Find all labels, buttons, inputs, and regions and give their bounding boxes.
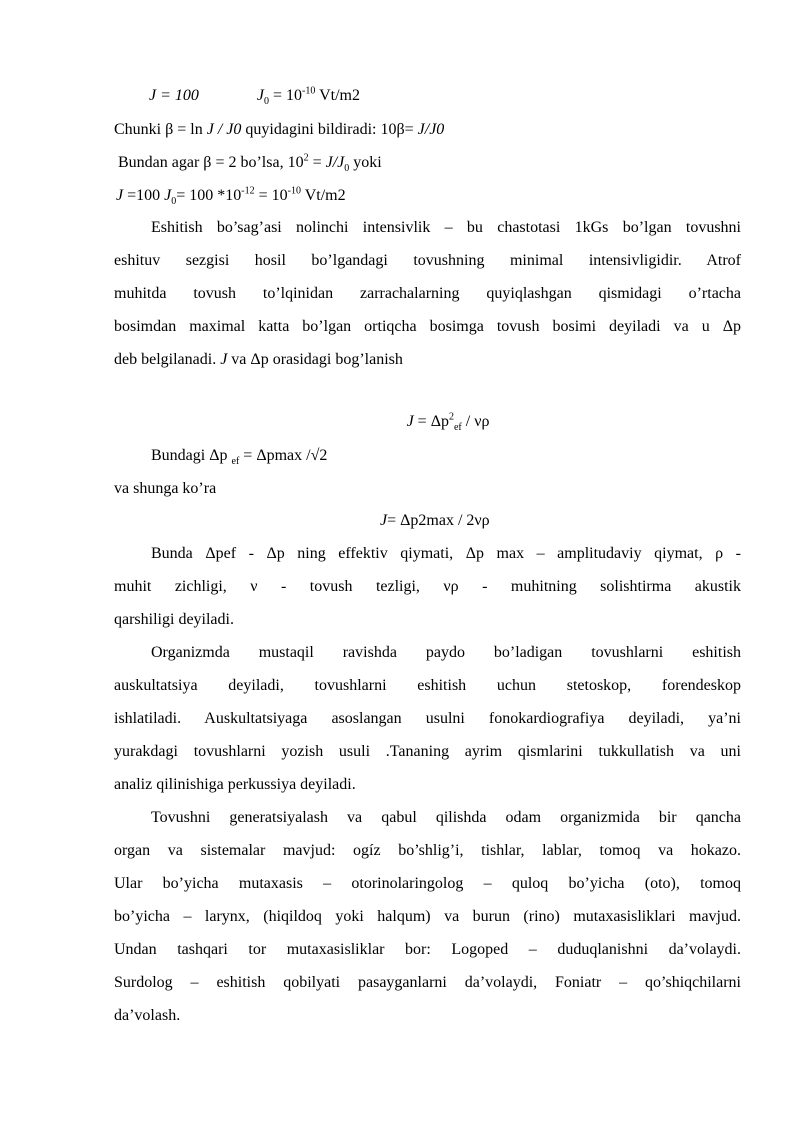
bundan-subscript: 0	[344, 163, 350, 175]
j100-symbol: J	[116, 187, 124, 204]
para1-line: muhitda tovush to’lqinidan zarrachalarning quyiqlashgan qismidagi o’rtacha	[114, 285, 741, 302]
para2-line: Bunda Δpef - Δp ning effektiv qiymati, Δp max – amplitudaviy qiymat, ρ -	[151, 545, 741, 562]
bundan-text-d: yoki	[349, 154, 382, 171]
j100-unit: Vt/m2	[301, 187, 346, 204]
para4-line: Ular bo’yicha mutaxasis – otorinolaringolog – quloq bo’yicha (oto), tomoq	[114, 875, 741, 892]
equation-intensity-pressure	[0, 412, 800, 432]
para4-line: bo’yicha – larynx, (hiqildoq yoki halqum) va burun (rino) mutaxasisliklari mavjud.	[114, 908, 741, 925]
eq1-denominator: / νρ	[461, 413, 490, 430]
para3-last-line: analiz qilinishiga perkussiya deyiladi.	[114, 776, 356, 793]
bundagi-line	[151, 446, 327, 466]
chunki-text-d: J/J0	[417, 121, 445, 138]
bundagi-a: Bundagi Δp	[151, 447, 232, 464]
equation-intensity-max	[380, 511, 490, 531]
bundan-text-c: J/J	[325, 154, 345, 171]
para4-line: organ va sistemalar mavjud: ogíz bo’shlig’i, tishlar, lablar, tomoq va hokazo.	[114, 842, 741, 859]
chunki-text-c: quyidagini bildiradi: 10β=	[241, 121, 418, 138]
formula-j0-subscript: 0	[264, 96, 270, 108]
formula-j0-unit: Vt/m2	[315, 87, 360, 104]
j100-symbol-j0: J	[164, 187, 172, 204]
para1-last-a: deb belgilanadi.	[114, 351, 221, 368]
bundan-text-b: =	[308, 154, 326, 171]
j100-exponent-1: -12	[241, 185, 255, 197]
para1-last-line	[114, 350, 403, 370]
j100-text-d: = 100 *10	[176, 187, 242, 204]
formula-j-100	[149, 86, 360, 106]
formula-chunki	[114, 120, 444, 140]
para3-line: Organizmda mustaqil ravishda paydo bo’ladigan tovushlarni eshitish	[151, 644, 741, 661]
eq1-exponent: 2	[448, 411, 454, 423]
para4-line: Surdolog – eshitish qobilyati pasayganlarni da’volaydi, Foniatr – qo’shiqchilarni	[114, 974, 741, 991]
j100-exponent-2: -10	[287, 185, 301, 197]
formula-j0-eq: = 10	[269, 87, 303, 104]
para3-line: yurakdagi tovushlarni yozish usuli .Tananing ayrim qismlarini tukkullatish va uni	[114, 743, 741, 760]
eq1-j: J	[406, 413, 414, 430]
para4-line: Tovushni generatsiyalash va qabul qilishda odam organizmida bir qancha	[151, 809, 741, 826]
eq1-dp: = Δp	[413, 413, 449, 430]
bundagi-subscript: ef	[231, 456, 240, 468]
para1-last-c: va Δp orasidagi bog’lanish	[227, 351, 403, 368]
para4-line: Undan tashqari tor mutaxasisliklar bor: Logoped – duduqlanishni da’volaydi.	[114, 941, 741, 958]
chunki-text-b: J / J0	[206, 121, 242, 138]
j100-text-b: =100	[123, 187, 165, 204]
eq2-j: J	[380, 512, 388, 529]
bundan-text-a: Bundan agar β = 2 bo’lsa, 10	[118, 154, 304, 171]
eq2-rhs: = Δp2max / 2νρ	[387, 512, 490, 529]
para3-line: ishlatiladi. Auskultatsiyaga asoslangan usulni fonokardiografiya deyiladi, ya’ni	[114, 710, 741, 727]
para1-line: bosimdan maximal katta bo’lgan ortiqcha bosimga tovush bosimi deyiladi va u Δp	[114, 318, 741, 335]
shunga-line: va shunga ko’ra	[114, 480, 217, 497]
para1-last-j: J	[220, 351, 228, 368]
bundan-exponent: 2	[303, 152, 309, 164]
formula-j-value: J = 100	[149, 87, 199, 104]
formula-j0-exponent: -10	[302, 85, 316, 97]
para2-line: muhit zichligi, ν - tovush tezligi, νρ - muhitning solishtirma akustik	[114, 578, 741, 595]
para1-line: eshituv sezgisi hosil bo’lgandagi tovushning minimal intensivligidir. Atrof	[114, 252, 741, 269]
j100-subscript: 0	[171, 196, 177, 208]
para1-line: Eshitish bo’sag’asi nolinchi intensivlik – bu chastotasi 1kGs bo’lgan tovushni	[151, 219, 741, 236]
chunki-text-a: Chunki β = ln	[114, 121, 207, 138]
j100-text-e: = 10	[254, 187, 288, 204]
para3-line: auskultatsiya deyiladi, tovushlarni eshitish uchun stetoskop, forendeskop	[114, 677, 741, 694]
formula-j100	[116, 186, 346, 206]
para4-last-line: da’volash.	[114, 1007, 181, 1024]
formula-j0-symbol: J	[256, 87, 265, 104]
formula-bundan	[118, 153, 382, 173]
para2-last-line: qarshiligi deyiladi.	[114, 611, 234, 628]
eq1-subscript: ef	[453, 422, 462, 434]
bundagi-b: = Δpmax /√2	[239, 447, 328, 464]
